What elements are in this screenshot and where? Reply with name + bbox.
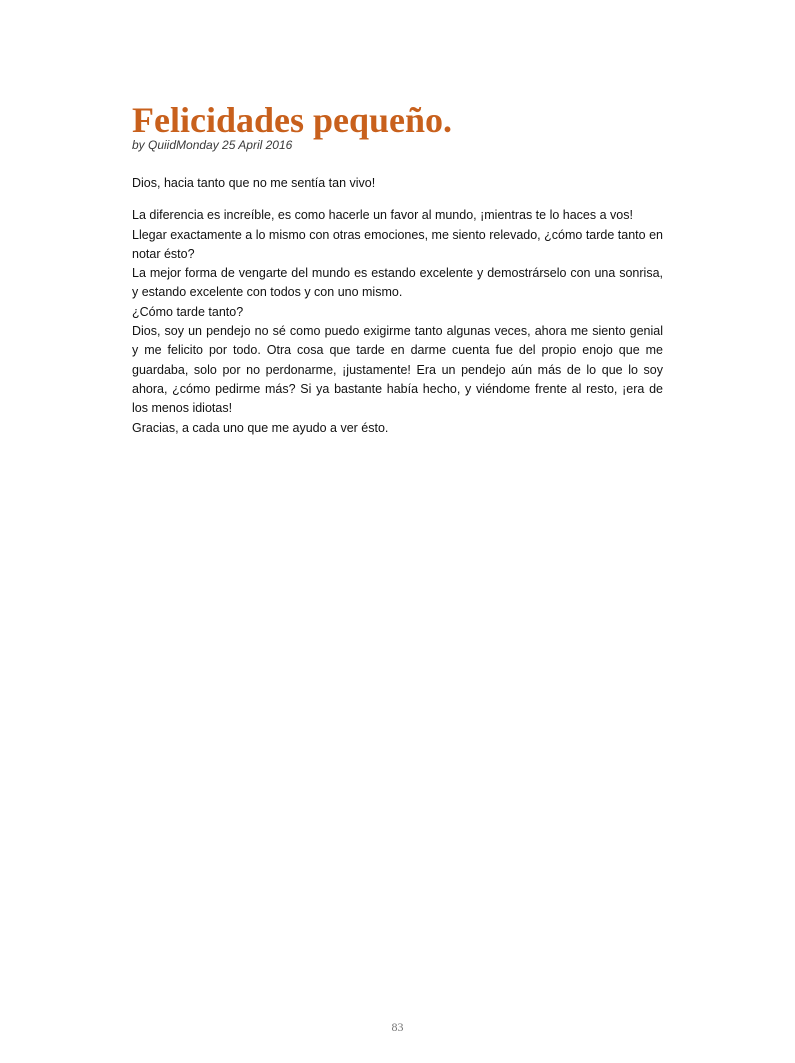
body-paragraph: ¿Cómo tarde tanto? xyxy=(132,304,244,319)
body-paragraph: La mejor forma de vengarte del mundo es estando excelente y demostrárselo con una sonrisa, y estando excelente con todos y con uno mismo. xyxy=(132,266,663,300)
body-paragraph: La diferencia es increíble, es como hacerle un favor al mundo, ¡mientras te lo haces a vos! xyxy=(132,208,633,223)
byline: by QuiidMonday 25 April 2016 xyxy=(132,138,293,152)
body-paragraph: Llegar exactamente a lo mismo con otras emociones, me siento relevado, ¿cómo tarde tanto en notar ésto? xyxy=(132,227,663,261)
intro-paragraph: Dios, hacia tanto que no me sentía tan vivo! xyxy=(132,176,376,190)
article-body xyxy=(132,206,663,438)
page-title: Felicidades pequeño. xyxy=(132,100,453,140)
document-page xyxy=(132,100,663,438)
page-number: 83 xyxy=(391,1020,404,1034)
body-paragraph: Gracias, a cada uno que me ayudo a ver ésto. xyxy=(132,420,389,435)
body-paragraph: Dios, soy un pendejo no sé como puedo exigirme tanto algunas veces, ahora me siento genial y me felicito por todo. Otra cosa que tarde en darme cuenta fue del propio enojo que me guardaba, solo por no perdonarme, ¡justamente! Era un pendejo aún más de lo que lo soy ahora, ¿cómo pedirme más? Si ya bastante había hecho, y viéndome frente al resto, ¡era de los menos idiotas! xyxy=(132,324,663,416)
